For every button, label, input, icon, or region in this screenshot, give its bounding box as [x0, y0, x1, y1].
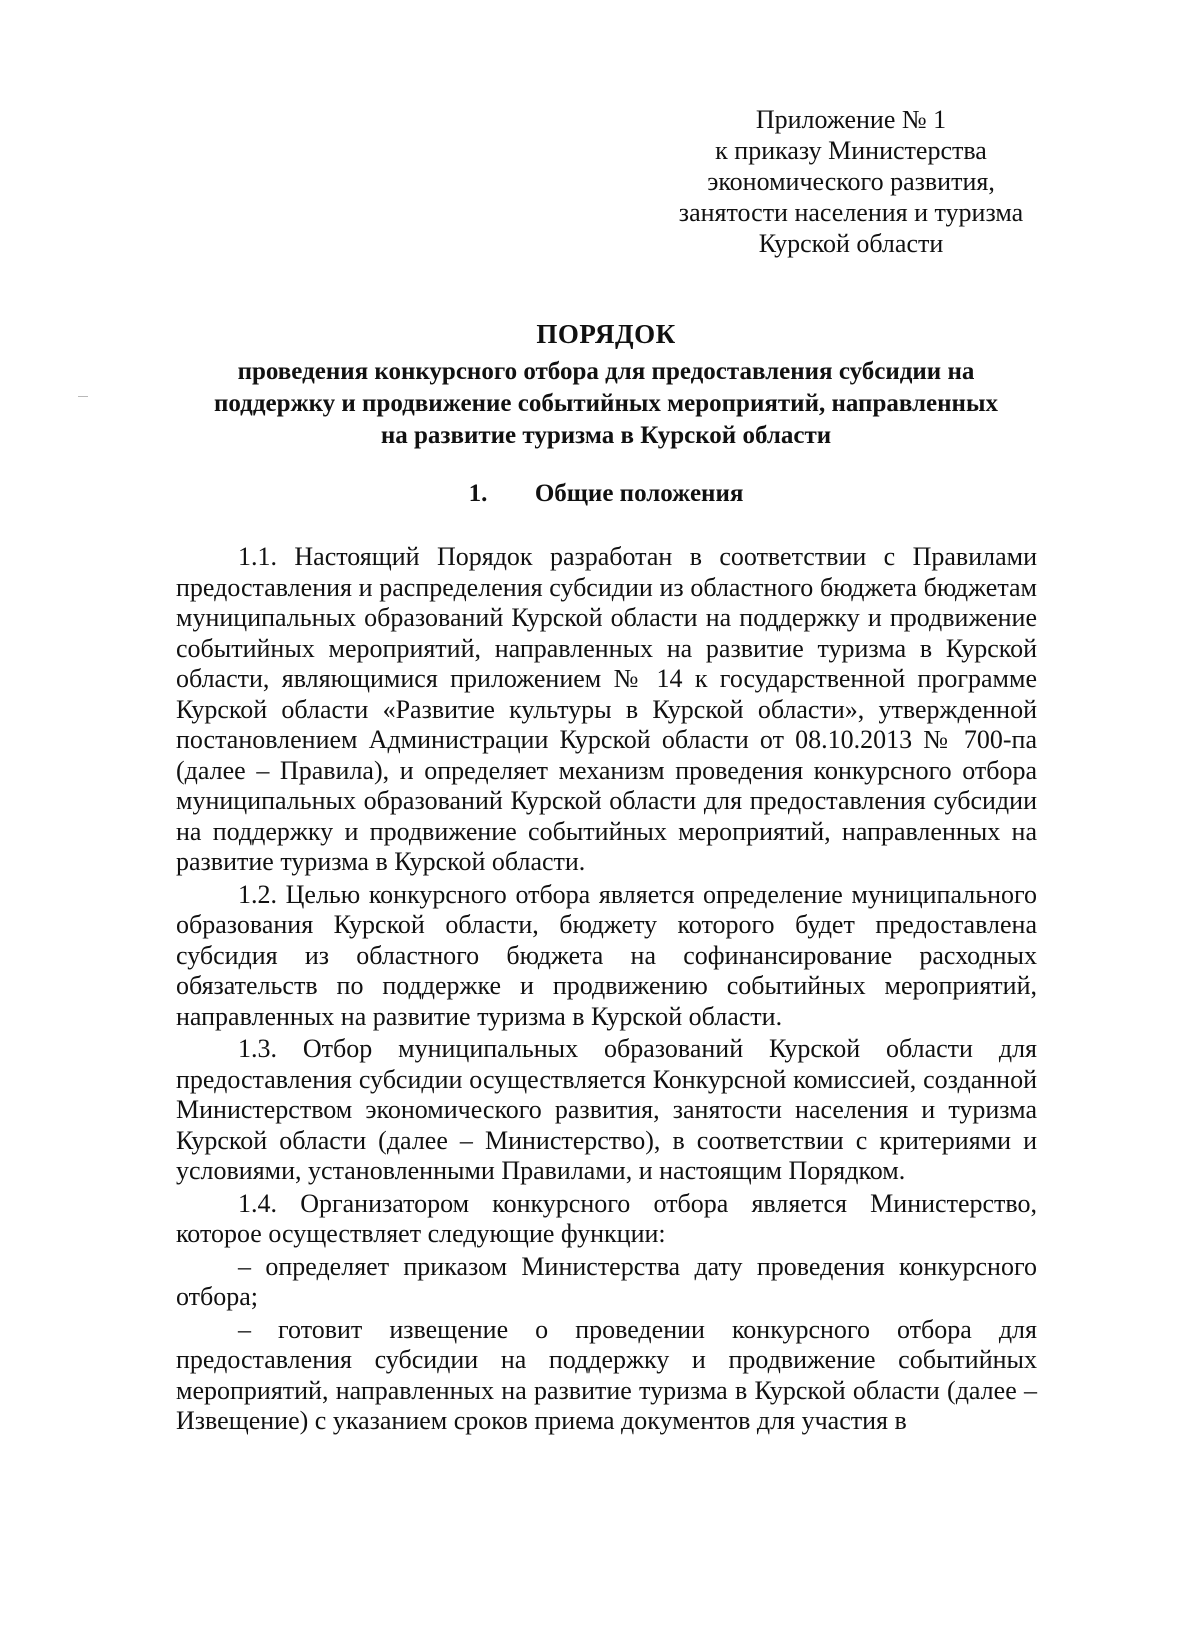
- paragraph-1-2: 1.2. Целью конкурсного отбора является определение муниципального образования Курской области, бюджету которого будет предоставлена субсидия из областного бюджета на софинансирование расходных обязательств по поддержке и продвижению событийных мероприятий, направленных на развитие туризма в Курской области.: [176, 879, 1037, 1031]
- document-title: [176, 316, 1036, 452]
- section-title: Общие положения: [534, 480, 744, 507]
- paragraph-1-4: 1.4. Организатором конкурсного отбора является Министерство, которое осуществляет следующие функции:: [176, 1188, 1037, 1248]
- section-number: 1.: [468, 480, 488, 507]
- body-text: [176, 542, 1037, 1437]
- title-main: ПОРЯДОК: [536, 319, 676, 349]
- section-heading: [176, 478, 1036, 510]
- scan-artifact: [78, 396, 88, 397]
- appendix-header: [668, 104, 1034, 259]
- appendix-line: к приказу Министерства: [715, 136, 987, 165]
- title-sub-line: поддержку и продвижение событийных мероприятий, направленных: [214, 390, 998, 417]
- appendix-line: Приложение № 1: [755, 105, 947, 134]
- appendix-line: экономического развития,: [707, 167, 995, 196]
- title-sub-line: на развитие туризма в Курской области: [380, 422, 832, 449]
- paragraph-1-3: 1.3. Отбор муниципальных образований Курской области для предоставления субсидии осуществляется Конкурсной комиссией, созданной Министерством экономического развития, занятости населения и туризма Курской области (далее – Министерство), в соответствии с критериями и условиями, установленными Правилами, и настоящим Порядком.: [176, 1034, 1037, 1185]
- appendix-line: занятости населения и туризма: [678, 198, 1024, 227]
- list-item-notice: – готовит извещение о проведении конкурсного отбора для предоставления субсидии на поддержку и продвижение событийных мероприятий, направленных на развитие туризма в Курской области (далее – Извещение) с указанием сроков приема документов для участия в: [176, 1314, 1037, 1435]
- title-sub-line: проведения конкурсного отбора для предоставления субсидии на: [237, 358, 975, 385]
- appendix-line: Курской области: [758, 229, 944, 258]
- paragraph-1-1: 1.1. Настоящий Порядок разработан в соответствии с Правилами предоставления и распределения субсидии из областного бюджета бюджетам муниципальных образований Курской области на поддержку и продвижение событийных мероприятий, направленных на развитие туризма в Курской области, являющимися приложением № 14 к государственной программе Курской области «Развитие культуры в Курской области», утвержденной постановлением Администрации Курской области от 08.10.2013 № 700-па (далее – Правила), и определяет механизм проведения конкурсного отбора муниципальных образований Курской области для предоставления субсидии на поддержку и продвижение событийных мероприятий, направленных на развитие туризма в Курской области.: [176, 542, 1037, 876]
- list-item-date: – определяет приказом Министерства дату проведения конкурсного отбора;: [176, 1251, 1037, 1311]
